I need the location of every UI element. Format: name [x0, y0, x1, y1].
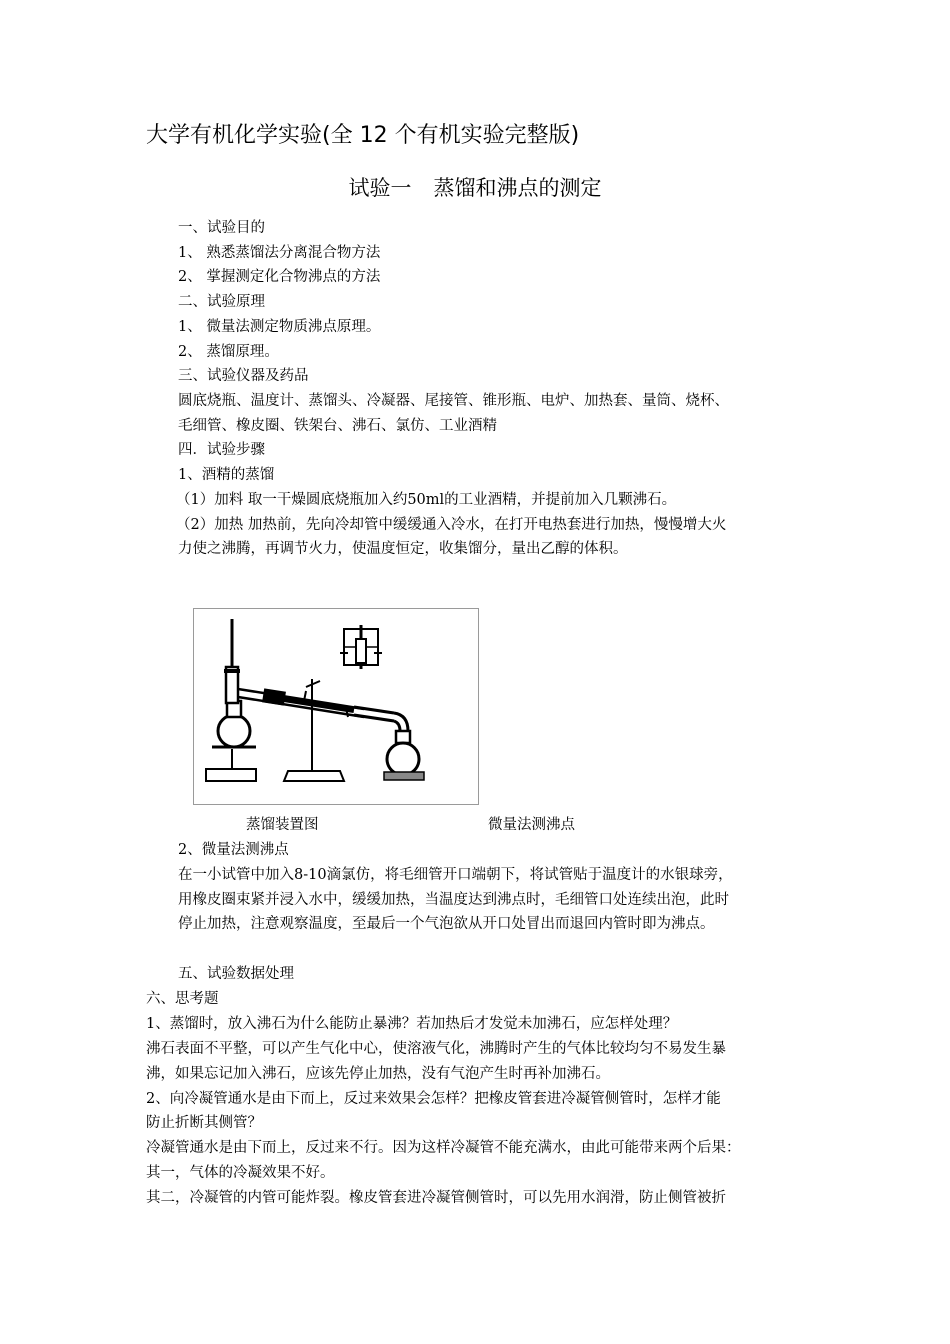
heading-steps: 四．试验步骤 — [178, 442, 265, 458]
experiment-title — [0, 172, 950, 202]
question-2-line-1: 2、向冷凝管通水是由下而上，反过来效果会怎样？把橡皮管套进冷凝管侧管时，怎样才能 — [146, 1091, 721, 1107]
answer-2-line-1: 冷凝管通水是由下而上，反过来不行。因为这样冷凝管不能充满水，由此可能带来两个后果： — [146, 1140, 741, 1156]
step-2-text-1: 在一小试管中加入8-10滴氯仿，将毛细管开口端朝下，将试管贴于温度计的水银球旁， — [178, 867, 733, 883]
question-2-line-2: 防止折断其侧管？ — [146, 1115, 262, 1131]
step-1-heat-2: 力使之沸腾，再调节火力，使温度恒定，收集馏分，量出乙醇的体积。 — [178, 541, 628, 557]
heading-questions: 六、思考题 — [146, 991, 219, 1007]
step-1-heat-1: （2）加热 加热前，先向冷却管中缓缓通入冷水，在打开电热套进行加热，慢慢增大火 — [176, 517, 727, 533]
document-title: 大学有机化学实验(全 12 个有机实验完整版) — [146, 123, 580, 148]
distillation-apparatus-figure — [193, 608, 479, 805]
equipment-list-1: 圆底烧瓶、温度计、蒸馏头、冷凝器、尾接管、锥形瓶、电炉、加热套、量筒、烧杯、 — [178, 393, 729, 409]
heading-purpose: 一、试验目的 — [178, 220, 265, 236]
purpose-item-2: 2、 掌握测定化合物沸点的方法 — [178, 269, 381, 285]
step-2-title: 2、微量法测沸点 — [178, 842, 289, 858]
principle-item-1: 1、 微量法测定物质沸点原理。 — [178, 319, 381, 335]
purpose-item-1: 1、 熟悉蒸馏法分离混合物方法 — [178, 245, 381, 261]
answer-2-line-3: 其二，冷凝管的内管可能炸裂。橡皮管套进冷凝管侧管时，可以先用水润滑，防止侧管被折 — [146, 1190, 726, 1206]
answer-1-line-1: 沸石表面不平整，可以产生气化中心，使溶液气化，沸腾时产生的气体比较均匀不易发生暴 — [146, 1041, 726, 1057]
experiment-number: 试验一 — [348, 176, 412, 200]
question-1: 1、蒸馏时，放入沸石为什么能防止暴沸？若加热后才发觉未加沸石，应怎样处理？ — [146, 1016, 678, 1032]
answer-2-line-2: 其一，气体的冷凝效果不好。 — [146, 1165, 335, 1181]
step-1-charge: （1）加料 取一干燥圆底烧瓶加入约50ml的工业酒精，并提前加入几颗沸石。 — [176, 492, 677, 508]
caption-micro-method: 微量法测沸点 — [488, 817, 575, 833]
principle-item-2: 2、 蒸馏原理。 — [178, 344, 279, 360]
heading-data-processing: 五、试验数据处理 — [178, 966, 294, 982]
caption-distillation-apparatus: 蒸馏装置图 — [246, 817, 319, 833]
experiment-name: 蒸馏和沸点的测定 — [433, 176, 602, 200]
heading-principle: 二、试验原理 — [178, 294, 265, 310]
heading-equipment: 三、试验仪器及药品 — [178, 368, 309, 384]
distillation-apparatus-drawing — [194, 609, 478, 804]
equipment-list-2: 毛细管、橡皮圈、铁架台、沸石、氯仿、工业酒精 — [178, 418, 497, 434]
answer-1-line-2: 沸，如果忘记加入沸石，应该先停止加热，没有气泡产生时再补加沸石。 — [146, 1066, 610, 1082]
step-2-text-3: 停止加热，注意观察温度，至最后一个气泡欲从开口处冒出而退回内管时即为沸点。 — [178, 916, 715, 932]
step-1-title: 1、酒精的蒸馏 — [178, 467, 275, 483]
step-2-text-2: 用橡皮圈束紧并浸入水中，缓缓加热，当温度达到沸点时，毛细管口处连续出泡，此时 — [178, 892, 729, 908]
